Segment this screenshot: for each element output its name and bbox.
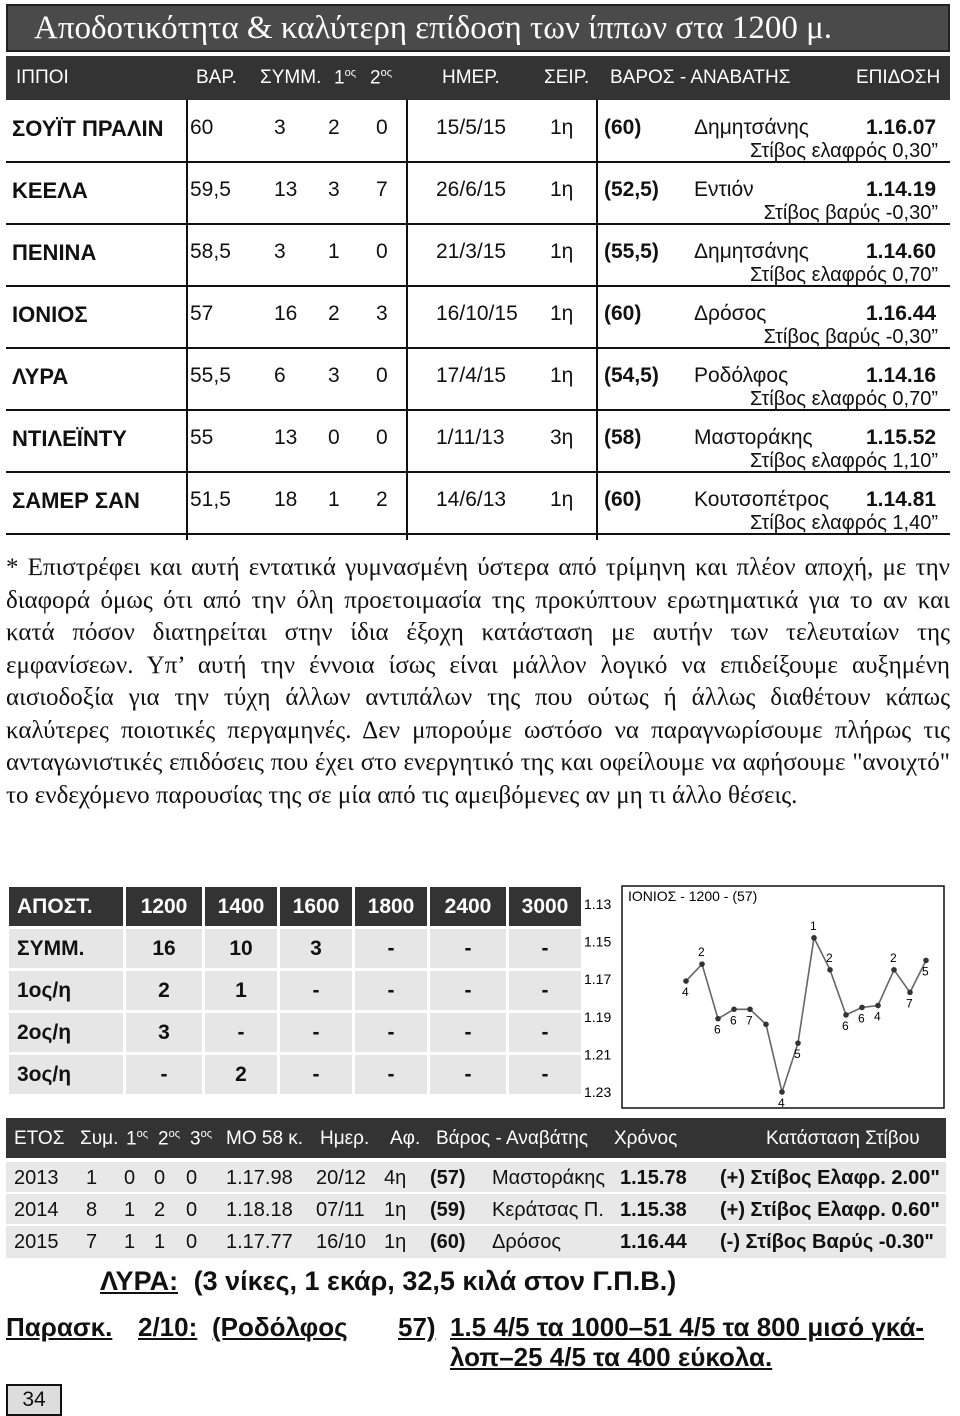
- cell-name: ΣΑΜΕΡ ΣΑΝ: [12, 488, 140, 513]
- dist-cell: 16: [125, 928, 204, 970]
- dist-cell: 1600: [279, 886, 354, 928]
- cell-jockey: Εντιόν: [694, 178, 754, 201]
- dist-cell: 2: [204, 1054, 279, 1096]
- dist-cell: -: [508, 1054, 583, 1096]
- table-row: [6, 224, 950, 287]
- cell-jockey: Ροδόλφος: [694, 364, 789, 387]
- dist-cell: -: [354, 970, 429, 1012]
- cell-wt: 60: [190, 116, 214, 139]
- year-cell-w3: 0: [186, 1199, 198, 1221]
- cell-name: ΚΕΕΛΑ: [12, 178, 88, 203]
- data-label: 6: [730, 1013, 737, 1028]
- table-row: [6, 286, 950, 349]
- cell-part: 6: [274, 364, 286, 387]
- year-cell-w1: 0: [124, 1167, 136, 1189]
- cell-kg: (54,5): [604, 364, 659, 387]
- cell-name: ΣΟΥΪΤ ΠΡΑΛΙΝ: [12, 116, 164, 141]
- year-cell-date: 20/12: [316, 1167, 367, 1189]
- data-point: [747, 1006, 753, 1012]
- dist-row-label: 1ος/η: [8, 970, 125, 1012]
- data-point: [891, 967, 897, 973]
- data-label: 5: [922, 964, 929, 979]
- y-tick-label: 1.23: [584, 1084, 612, 1100]
- year-cell-jockey: Μαστοράκης: [492, 1167, 606, 1189]
- cell-rank: 1η: [550, 488, 574, 511]
- yh-w1: $1^{o\varsigma}$: [126, 1128, 148, 1150]
- table-row: [6, 348, 950, 411]
- distance-table: [6, 884, 584, 1097]
- cell-time: 1.14.16: [866, 364, 937, 387]
- cell-kg: (58): [604, 426, 642, 449]
- dist-cell: 10: [204, 928, 279, 970]
- cell-name: ΝΤΙΛΕΪΝΤΥ: [12, 426, 127, 451]
- dist-cell: 2: [125, 970, 204, 1012]
- cell-rank: 1η: [550, 116, 574, 139]
- cell-time: 1.14.19: [866, 178, 937, 201]
- year-cell-jockey: Δρόσος: [492, 1231, 561, 1253]
- data-label: 2: [890, 950, 897, 965]
- cell-w2: 0: [376, 116, 388, 139]
- years-table-header: [6, 1118, 946, 1158]
- year-cell-avg: 1.18.18: [226, 1199, 293, 1221]
- data-label: 4: [874, 1009, 881, 1024]
- year-cell-pos: 1η: [384, 1199, 407, 1221]
- yh-time: Χρόνος: [614, 1128, 678, 1149]
- cell-rank: 1η: [550, 364, 574, 387]
- data-point: [923, 958, 929, 964]
- cell-part: 13: [274, 426, 298, 449]
- chart-frame: [622, 886, 944, 1108]
- data-label: 2: [826, 950, 833, 965]
- cell-w1: 1: [328, 488, 340, 511]
- data-label: 1: [810, 918, 817, 933]
- cell-time: 1.15.52: [866, 426, 937, 449]
- yh-pos: Αφ.: [390, 1128, 421, 1149]
- dist-cell: -: [279, 1012, 354, 1054]
- col-jockey: ΒΑΡΟΣ - ΑΝΑΒΑΤΗΣ: [610, 67, 791, 88]
- dist-cell: -: [508, 970, 583, 1012]
- prep-day: Παρασκ.: [6, 1312, 113, 1342]
- dist-cell: -: [279, 1054, 354, 1096]
- yh-date: Ημερ.: [320, 1128, 370, 1149]
- cell-part: 16: [274, 302, 298, 325]
- cell-w1: 2: [328, 302, 340, 325]
- dist-row-label: ΣΥΜΜ.: [8, 928, 125, 970]
- prep-line-2: λοπ–25 4/5 τα 400 εύκολα.: [450, 1342, 773, 1372]
- data-label: 2: [698, 945, 705, 960]
- cell-jockey: Κουτσοπέτρος: [694, 488, 830, 511]
- cell-w2: 7: [376, 178, 388, 201]
- cell-w1: 0: [328, 426, 340, 449]
- data-point: [699, 961, 705, 967]
- cell-wt: 58,5: [190, 240, 231, 263]
- dist-cell: 2400: [429, 886, 508, 928]
- cell-part: 13: [274, 178, 298, 201]
- cell-name: ΙΟΝΙΟΣ: [12, 302, 88, 327]
- y-tick-label: 1.13: [584, 896, 612, 912]
- data-point: [875, 1003, 881, 1009]
- cell-jockey: Δρόσος: [694, 302, 767, 325]
- cell-w2: 0: [376, 364, 388, 387]
- yh-avg: ΜΟ 58 κ.: [226, 1128, 304, 1149]
- year-cell-w2: 1: [154, 1231, 166, 1253]
- dist-cell: -: [354, 1054, 429, 1096]
- prep-line-1: 1.5 4/5 τα 1000–51 4/5 τα 800 μισό γκά-: [450, 1312, 925, 1342]
- dist-cell: 3: [125, 1012, 204, 1054]
- year-cell-w2: 0: [154, 1167, 166, 1189]
- col-second: $2^{o\varsigma}$: [370, 67, 392, 89]
- cell-w2: 0: [376, 426, 388, 449]
- cell-part: 18: [274, 488, 298, 511]
- table-row: [6, 1160, 946, 1194]
- dist-cell: -: [429, 928, 508, 970]
- table-row: [6, 472, 950, 535]
- page-number: 34: [6, 1384, 62, 1416]
- data-point: [779, 1089, 785, 1095]
- cell-track: Στίβος βαρύς -0,30”: [763, 326, 938, 348]
- dist-cell: 1400: [204, 886, 279, 928]
- cell-kg: (60): [604, 488, 642, 511]
- cell-date: 1/11/13: [436, 426, 505, 449]
- col-date: ΗΜΕΡ.: [442, 67, 500, 88]
- data-point: [859, 1005, 865, 1011]
- data-label: 6: [714, 1022, 721, 1037]
- year-cell-year: 2014: [14, 1199, 59, 1221]
- cell-track: Στίβος ελαφρός 1,40”: [750, 512, 938, 534]
- yh-year: ΕΤΟΣ: [14, 1128, 65, 1149]
- year-cell-avg: 1.17.98: [226, 1167, 293, 1189]
- year-cell-track: (+) Στίβος Ελαφρ. 0.60": [720, 1199, 940, 1221]
- cell-time: 1.14.60: [866, 240, 937, 263]
- year-cell-pos: 4η: [384, 1167, 407, 1189]
- data-label: 5: [794, 1047, 801, 1062]
- data-point: [715, 1016, 721, 1022]
- year-cell-kg: (59): [430, 1199, 466, 1221]
- data-label: 6: [858, 1011, 865, 1026]
- cell-wt: 55,5: [190, 364, 231, 387]
- dist-cell: -: [429, 1054, 508, 1096]
- prep-jockey: (Ροδόλφος: [212, 1312, 348, 1342]
- data-point: [907, 990, 913, 996]
- cell-name: ΛΥΡΑ: [12, 364, 69, 389]
- dist-cell: -: [354, 928, 429, 970]
- col-first: $1^{o\varsigma}$: [334, 67, 356, 89]
- year-cell-date: 16/10: [316, 1231, 367, 1253]
- y-tick-label: 1.15: [584, 933, 612, 950]
- table-row: [6, 162, 950, 225]
- year-cell-w1: 1: [124, 1199, 136, 1221]
- table-row: [6, 1224, 946, 1258]
- table-row: [6, 410, 950, 473]
- y-tick-label: 1.21: [584, 1046, 612, 1063]
- col-participations: ΣΥΜΜ.: [260, 67, 322, 88]
- cell-w2: 3: [376, 302, 388, 325]
- cell-wt: 51,5: [190, 488, 231, 511]
- cell-date: 17/4/15: [436, 364, 507, 387]
- dist-cell: 1: [204, 970, 279, 1012]
- cell-date: 14/6/13: [436, 488, 507, 511]
- dist-cell: -: [429, 970, 508, 1012]
- data-label: 7: [746, 1013, 753, 1028]
- horses-table: [6, 100, 950, 540]
- horse-summary: [100, 1266, 676, 1297]
- cell-w1: 3: [328, 178, 340, 201]
- year-cell-time: 1.16.44: [620, 1231, 687, 1253]
- cell-wt: 59,5: [190, 178, 231, 201]
- dist-cell: -: [279, 970, 354, 1012]
- chart-title: ΙΟΝΙΟΣ - 1200 - (57): [628, 888, 758, 904]
- cell-time: 1.16.07: [866, 116, 937, 139]
- cell-kg: (52,5): [604, 178, 659, 201]
- cell-jockey: Μαστοράκης: [694, 426, 813, 449]
- cell-jockey: Δημητσάνης: [694, 240, 809, 263]
- cell-name: ΠΕΝΙΝΑ: [12, 240, 97, 265]
- cell-rank: 3η: [550, 426, 574, 449]
- summary-horse-name: ΛΥΡΑ:: [100, 1266, 179, 1296]
- cell-track: Στίβος ελαφρός 1,10”: [750, 450, 938, 472]
- horses-table-header: [6, 56, 950, 100]
- cell-kg: (60): [604, 116, 642, 139]
- cell-w2: 2: [376, 488, 388, 511]
- commentary-paragraph: * Επιστρέφει και αυτή εντατικά γυμνασμένη ύστερα από τρίμηνη και πλέον αποχή, με την διαφορά όμως ότι από την όλη προετοιμασία της προκύπτουν ερωτηματικά για το αν και κατά πόσον διατηρείται στην ίδια έξοχη κατάσταση με αυτήν των τελευταίων της εμφανίσεων. Υπ’ αυτή την έννοια ίσως είναι μάλλον λογικό να επιδείξουμε αυξημένη αισιοδοξία για την τύχη άλλων αντιπάλων της που ούτως ή άλλως διαθέτουν κάπως καλύτερες ποιοτικές περγαμηνές. Δεν μπορούμε ωστόσο να παραγνωρίσουμε πλήρως τις ανταγωνιστικές επιδόσεις που έχει στο ενεργητικό της και οφείλουμε να αφήσουμε "ανοιχτό" το ενδεχόμενο παρουσίας της σε μία από τις αμειβόμενες αν μη τι άλλο θέσεις.: [6, 554, 950, 809]
- cell-track: Στίβος ελαφρός 0,70”: [750, 388, 938, 410]
- cell-time: 1.14.81: [866, 488, 937, 511]
- dist-cell: 3: [279, 928, 354, 970]
- dist-row-label: 2ος/η: [8, 1012, 125, 1054]
- dist-row-label: ΑΠΟΣΤ.: [8, 886, 125, 928]
- performance-chart: [578, 884, 946, 1110]
- cell-date: 21/3/15: [436, 240, 507, 263]
- dist-cell: -: [125, 1054, 204, 1096]
- cell-time: 1.16.44: [866, 302, 937, 325]
- yh-track: Κατάσταση Στίβου: [766, 1128, 920, 1149]
- year-cell-w2: 2: [154, 1199, 166, 1221]
- data-label: 4: [778, 1096, 785, 1110]
- yh-part: Συμ.: [80, 1128, 119, 1149]
- yh-w3: $3^{o\varsigma}$: [190, 1128, 212, 1150]
- data-label: 7: [906, 996, 913, 1011]
- data-point: [843, 1012, 849, 1018]
- year-cell-time: 1.15.38: [620, 1199, 687, 1221]
- dist-cell: -: [508, 928, 583, 970]
- y-tick-label: 1.17: [584, 971, 612, 988]
- cell-date: 15/5/15: [436, 116, 507, 139]
- dist-cell: 3000: [508, 886, 583, 928]
- year-cell-w3: 0: [186, 1167, 198, 1189]
- year-cell-time: 1.15.78: [620, 1167, 687, 1189]
- data-point: [811, 935, 817, 941]
- dist-cell: 1800: [354, 886, 429, 928]
- cell-kg: (60): [604, 302, 642, 325]
- year-cell-track: (-) Στίβος Βαρύς -0.30": [720, 1231, 934, 1253]
- data-label: 4: [682, 985, 689, 1000]
- data-point: [763, 1022, 769, 1028]
- cell-part: 3: [274, 116, 286, 139]
- col-weight: ΒΑΡ.: [196, 67, 237, 88]
- yh-w2: $2^{o\varsigma}$: [158, 1128, 180, 1150]
- data-point: [731, 1006, 737, 1012]
- data-point: [795, 1040, 801, 1046]
- yh-jockey: Βάρος - Αναβάτης: [436, 1128, 588, 1149]
- table-row: [6, 100, 950, 163]
- col-performance: ΕΠΙΔΟΣΗ: [856, 67, 941, 88]
- year-cell-track: (+) Στίβος Ελαφρ. 2.00": [720, 1167, 940, 1189]
- cell-w1: 1: [328, 240, 340, 263]
- cell-rank: 1η: [550, 240, 574, 263]
- year-cell-kg: (60): [430, 1231, 466, 1253]
- cell-rank: 1η: [550, 178, 574, 201]
- cell-rank: 1η: [550, 302, 574, 325]
- year-cell-date: 07/11: [316, 1199, 365, 1221]
- prep-weight: 57): [398, 1312, 436, 1342]
- year-cell-part: 7: [86, 1231, 98, 1253]
- year-cell-jockey: Κεράτσας Π.: [492, 1199, 604, 1221]
- year-cell-year: 2015: [14, 1231, 59, 1253]
- summary-text: (3 νίκες, 1 εκάρ, 32,5 κιλά στον Γ.Π.Β.): [193, 1266, 677, 1296]
- cell-part: 3: [274, 240, 286, 263]
- data-point: [683, 978, 689, 984]
- year-cell-avg: 1.17.77: [226, 1231, 293, 1253]
- table-row: [6, 1192, 946, 1226]
- cell-wt: 57: [190, 302, 214, 325]
- data-point: [827, 967, 833, 973]
- dist-cell: -: [204, 1012, 279, 1054]
- dist-row-label: 3ος/η: [8, 1054, 125, 1096]
- dist-cell: -: [508, 1012, 583, 1054]
- cell-wt: 55: [190, 426, 214, 449]
- y-tick-label: 1.19: [584, 1008, 612, 1025]
- cell-w1: 2: [328, 116, 340, 139]
- prep-date: 2/10:: [138, 1312, 198, 1342]
- cell-track: Στίβος ελαφρός 0,70”: [750, 264, 938, 286]
- year-cell-part: 8: [86, 1199, 98, 1221]
- cell-date: 16/10/15: [436, 302, 518, 325]
- year-cell-year: 2013: [14, 1167, 59, 1189]
- cell-w1: 3: [328, 364, 340, 387]
- cell-track: Στίβος ελαφρός 0,30”: [750, 140, 938, 162]
- cell-date: 26/6/15: [436, 178, 507, 201]
- year-cell-pos: 1η: [384, 1231, 407, 1253]
- col-horses: ΙΠΠΟΙ: [16, 67, 69, 88]
- year-cell-part: 1: [86, 1167, 98, 1189]
- year-cell-w3: 0: [186, 1231, 198, 1253]
- dist-cell: 1200: [125, 886, 204, 928]
- page-title: Αποδοτικότητα & καλύτερη επίδοση των ίππων στα 1200 μ.: [6, 4, 950, 52]
- cell-w2: 0: [376, 240, 388, 263]
- cell-jockey: Δημητσάνης: [694, 116, 809, 139]
- cell-kg: (55,5): [604, 240, 659, 263]
- dist-cell: -: [354, 1012, 429, 1054]
- year-cell-kg: (57): [430, 1167, 466, 1189]
- data-label: 6: [842, 1018, 849, 1033]
- col-rank: ΣΕΙΡ.: [544, 67, 590, 88]
- cell-track: Στίβος βαρύς -0,30”: [763, 202, 938, 224]
- year-cell-w1: 1: [124, 1231, 136, 1253]
- dist-cell: -: [429, 1012, 508, 1054]
